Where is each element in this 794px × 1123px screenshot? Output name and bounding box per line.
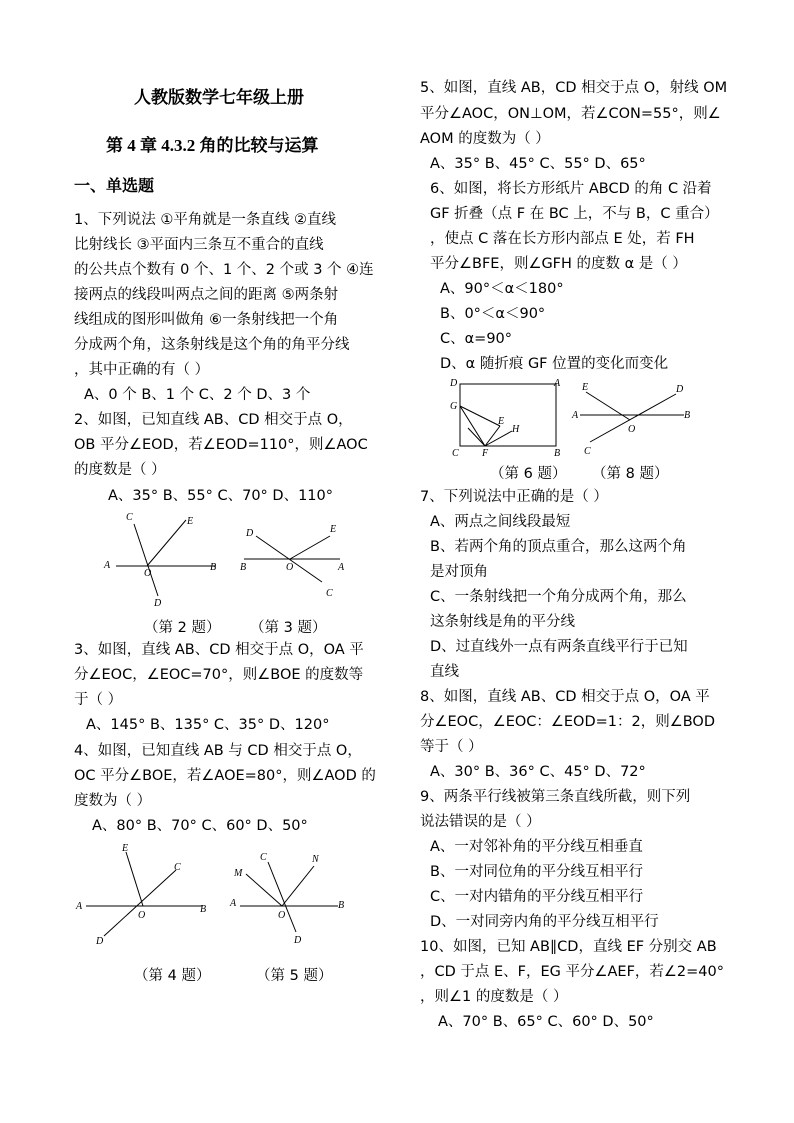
ray-fh bbox=[485, 431, 512, 446]
q6-line: 平分∠BFE，则∠GFH 的度数 α 是（ ） bbox=[430, 256, 687, 272]
label-o: O bbox=[138, 910, 146, 921]
q1-line: 分成两个角，这条射线是这个角的角平分线 bbox=[74, 337, 350, 353]
q2-options: A、35° B、55° C、70° D、110° bbox=[108, 488, 334, 504]
ray-oe bbox=[586, 392, 630, 420]
ray-oe bbox=[290, 536, 330, 559]
label-a: A bbox=[104, 560, 111, 571]
q9-option: B、一对同位角的平分线互相平行 bbox=[430, 864, 643, 880]
q10-line: 10、如图，已知 AB∥CD，直线 EF 分别交 AB bbox=[420, 939, 717, 955]
q5-line: AOM 的度数为（ ） bbox=[420, 131, 550, 147]
label-c: C bbox=[126, 512, 133, 523]
figure-q2-diagram bbox=[100, 508, 225, 613]
q4-options: A、80° B、70° C、60° D、50° bbox=[92, 818, 308, 834]
label-e: E bbox=[187, 516, 194, 527]
label-a: A bbox=[572, 410, 579, 421]
q10-line: ，则∠1 的度数是（ ） bbox=[420, 989, 568, 1005]
label-o: O bbox=[278, 910, 286, 921]
crease-aux bbox=[468, 428, 485, 446]
q7-option: 是对顶角 bbox=[430, 564, 488, 580]
q1-line: 1、下列说法 ①平角就是一条直线 ②直线 bbox=[74, 212, 336, 228]
label-d: D bbox=[294, 935, 302, 946]
label-e: E bbox=[582, 382, 589, 393]
label-n: N bbox=[312, 854, 319, 865]
label-c: C bbox=[174, 862, 181, 873]
fig8-caption: （第 8 题） bbox=[592, 466, 669, 482]
label-a: A bbox=[230, 898, 237, 909]
line-cd bbox=[104, 870, 176, 936]
q7-line: 7、下列说法中正确的是（ ） bbox=[420, 489, 608, 505]
q4-line: 度数为（ ） bbox=[74, 793, 152, 809]
label-e: E bbox=[330, 524, 337, 535]
label-b: B bbox=[338, 900, 345, 911]
line-cd bbox=[134, 524, 158, 596]
label-b: B bbox=[210, 562, 217, 573]
q4-line: OC 平分∠BOE，若∠AOE=80°，则∠AOD 的 bbox=[74, 768, 376, 784]
section-heading: 一、单选题 bbox=[74, 178, 155, 195]
figure-q5-diagram bbox=[228, 848, 353, 948]
q7-option: 直线 bbox=[430, 664, 459, 680]
ray-on bbox=[282, 866, 314, 906]
fig5-caption: （第 5 题） bbox=[256, 968, 333, 984]
ray-oe bbox=[147, 520, 186, 566]
q6-line: ，使点 C 落在长方形内部点 E 处，若 FH bbox=[430, 231, 695, 247]
label-m: M bbox=[234, 868, 243, 879]
q6-option-c: C、α=90° bbox=[440, 331, 513, 347]
label-o: O bbox=[144, 568, 152, 579]
q3-options: A、145° B、135° C、35° D、120° bbox=[86, 717, 330, 733]
q10-line: ，CD 于点 E、F，EG 平分∠AEF，若∠2=40° bbox=[420, 964, 725, 980]
q5-line: 5、如图，直线 AB，CD 相交于点 O，射线 OM bbox=[420, 80, 728, 96]
q6-line: 6、如图，将长方形纸片 ABCD 的角 C 沿着 bbox=[430, 181, 712, 197]
q2-line: OB 平分∠EOD，若∠EOD=110°，则∠AOC bbox=[74, 437, 368, 453]
label-d: D bbox=[676, 384, 684, 395]
label-b: B bbox=[684, 410, 691, 421]
label-d: D bbox=[96, 936, 104, 947]
q2-line: 2、如图，已知直线 AB、CD 相交于点 O， bbox=[74, 412, 353, 428]
label-c: C bbox=[584, 446, 591, 457]
q10-options: A、70° B、65° C、60° D、50° bbox=[438, 1014, 654, 1030]
label-h: H bbox=[512, 424, 520, 435]
q3-line: 3、如图，直线 AB、CD 相交于点 O，OA 平 bbox=[74, 642, 364, 658]
q8-line: 等于（ ） bbox=[420, 739, 483, 755]
fig6-caption: （第 6 题） bbox=[490, 466, 567, 482]
q9-option: A、一对邻补角的平分线互相垂直 bbox=[430, 839, 643, 855]
ray-oe bbox=[126, 852, 143, 906]
label-b: B bbox=[554, 448, 561, 459]
label-o: O bbox=[628, 424, 636, 435]
q1-line: 的公共点个数有 0 个、1 个、2 个或 3 个 ④连 bbox=[74, 262, 374, 278]
label-c: C bbox=[260, 852, 267, 863]
q3-line: 于（ ） bbox=[74, 692, 123, 708]
q1-line: 比射线长 ③平面内三条互不重合的直线 bbox=[74, 237, 324, 253]
q1-line: 线组成的图形叫做角 ⑥一条射线把一个角 bbox=[74, 312, 339, 328]
label-a: A bbox=[76, 901, 83, 912]
fig3-caption: （第 3 题） bbox=[250, 620, 327, 636]
label-a: A bbox=[338, 562, 345, 573]
q4-line: 4、如图，已知直线 AB 与 CD 相交于点 O， bbox=[74, 743, 362, 759]
q7-option: B、若两个角的顶点重合，那么这两个角 bbox=[430, 539, 687, 555]
label-e: E bbox=[122, 843, 129, 854]
rectangle-abcd bbox=[460, 384, 556, 446]
fig4-caption: （第 4 题） bbox=[134, 968, 211, 984]
q6-option-a: A、90°＜α＜180° bbox=[440, 281, 564, 297]
chapter-subtitle: 第 4 章 4.3.2 角的比较与运算 bbox=[106, 136, 319, 155]
figure-q4-diagram bbox=[74, 840, 214, 955]
label-o: O bbox=[286, 562, 294, 573]
q9-line: 说法错误的是（ ） bbox=[420, 814, 541, 830]
figure-q6-diagram bbox=[444, 376, 569, 460]
label-c: C bbox=[452, 448, 459, 459]
q9-option: C、一对内错角的平分线互相平行 bbox=[430, 889, 644, 905]
q8-line: 分∠EOC，∠EOC：∠EOD=1：2，则∠BOD bbox=[420, 714, 716, 730]
q6-option-b: B、0°＜α＜90° bbox=[440, 306, 546, 322]
q9-option: D、一对同旁内角的平分线互相平行 bbox=[430, 914, 659, 930]
label-f: F bbox=[482, 448, 489, 459]
q7-option: C、一条射线把一个角分成两个角，那么 bbox=[430, 589, 687, 605]
q3-line: 分∠EOC，∠EOC=70°，则∠BOE 的度数等 bbox=[74, 667, 364, 683]
fig2-caption: （第 2 题） bbox=[144, 620, 221, 636]
page-title: 人教版数学七年级上册 bbox=[134, 88, 304, 107]
segment-fe bbox=[485, 426, 500, 446]
q9-line: 9、两条平行线被第三条直线所截，则下列 bbox=[420, 789, 691, 805]
q7-option: A、两点之间线段最短 bbox=[430, 514, 571, 530]
q8-line: 8、如图，直线 AB、CD 相交于点 O，OA 平 bbox=[420, 689, 710, 705]
figure-q3-diagram bbox=[238, 518, 348, 603]
label-d: D bbox=[154, 598, 162, 609]
label-d: D bbox=[246, 528, 254, 539]
q6-option-d: D、α 随折痕 GF 位置的变化而变化 bbox=[440, 356, 669, 372]
label-g: G bbox=[450, 401, 458, 412]
q7-option: 这条射线是角的平分线 bbox=[430, 614, 575, 630]
q1-line: 接两点的线段叫两点之间的距离 ⑤两条射 bbox=[74, 287, 339, 303]
label-b: B bbox=[200, 904, 207, 915]
q5-options: A、35° B、45° C、55° D、65° bbox=[430, 156, 646, 172]
q2-line: 的度数是（ ） bbox=[74, 462, 166, 478]
figure-q8-diagram bbox=[572, 378, 697, 460]
q5-line: 平分∠AOC，ON⊥OM，若∠CON=55°，则∠ bbox=[420, 106, 721, 122]
q8-options: A、30° B、36° C、45° D、72° bbox=[430, 764, 646, 780]
q6-line: GF 折叠（点 F 在 BC 上，不与 B，C 重合） bbox=[430, 206, 719, 222]
label-c: C bbox=[326, 588, 333, 599]
ray-om bbox=[246, 874, 282, 906]
q7-option: D、过直线外一点有两条直线平行于已知 bbox=[430, 639, 688, 655]
label-d: D bbox=[450, 378, 458, 389]
q1-line: ，其中正确的有（ ） bbox=[74, 362, 210, 378]
q1-options: A、0 个 B、1 个 C、2 个 D、3 个 bbox=[84, 387, 311, 403]
label-a: A bbox=[554, 378, 561, 389]
label-b: B bbox=[240, 562, 247, 573]
label-e: E bbox=[498, 416, 505, 427]
